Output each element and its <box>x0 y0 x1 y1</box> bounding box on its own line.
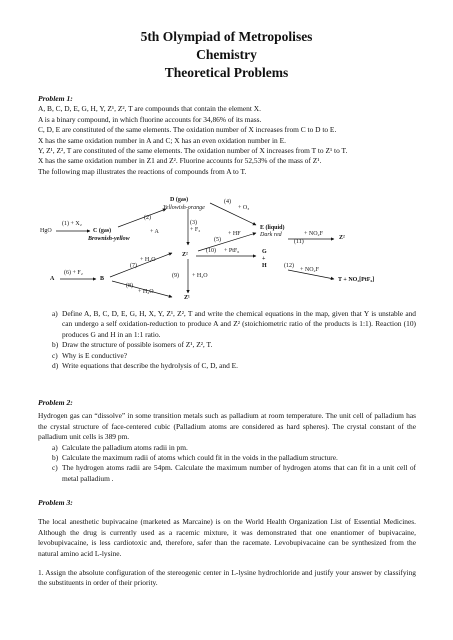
compound-e-description: Dark red <box>260 232 282 238</box>
compound-c: C (gas) <box>93 228 112 234</box>
compound-z2: Z² <box>182 252 188 258</box>
problem1-questions <box>38 309 416 371</box>
compound-h: H <box>262 263 267 269</box>
question-item <box>52 340 416 350</box>
reaction-10-label: (10) <box>206 248 216 254</box>
question-item <box>52 463 416 484</box>
reaction-4-label: (4) <box>224 199 231 205</box>
reaction-11-reagent: + NO₂F <box>304 231 323 237</box>
problem1-line: C, D, E are constituted of the same elements. The oxidation number of X increases from C to D to E. <box>38 125 337 135</box>
problem2-heading: Problem 2: <box>38 398 73 407</box>
question-item <box>52 453 416 463</box>
reaction-11-label: (11) <box>294 239 304 245</box>
problem1-line: A, B, C, D, E, G, H, Y, Z¹, Z², T are compounds that contain the element X. <box>38 104 261 114</box>
question-letter: a) <box>52 442 58 452</box>
question-letter: b) <box>52 453 59 463</box>
question-text: Calculate the maximum radii of atoms which could fit in the voids in the palladium structure. <box>62 453 338 463</box>
plus-sign: + <box>262 256 266 262</box>
reaction-3-label: (3) <box>190 220 197 226</box>
question-item <box>52 351 416 361</box>
problem2-paragraph: Hydrogen gas can “dissolve” in some transition metals such as palladium at room temperature. The unit cell of palladium has the crystal structure of face-centered cubic (Palladium atoms are considered as hard spheres). The crystal constant of the palladium unit cells is 389 pm. <box>38 411 416 442</box>
problem1-heading: Problem 1: <box>38 94 73 103</box>
reaction-10-reagent: + PtF₆ <box>224 248 240 254</box>
reaction-2-label: (2) <box>144 215 151 221</box>
compound-t-product: T + NO₂[PtF₆] <box>338 277 375 283</box>
question-letter: c) <box>52 463 58 473</box>
question-item <box>52 361 416 371</box>
question-text: The hydrogen atoms radii are 54pm. Calculate the maximum number of hydrogen atoms that can fit in a unit cell of metal palladium . <box>62 463 416 483</box>
olympiad-title: 5th Olympiad of Metropolises <box>140 29 313 44</box>
question-text: Calculate the palladium atoms radii in pm. <box>62 442 188 452</box>
reaction-7-reagent: + H₂O <box>140 257 156 263</box>
problem1-line: A is a binary compound, in which fluorine accounts for 34,86% of its mass. <box>38 114 262 124</box>
question-letter: a) <box>52 309 58 318</box>
section-title: Theoretical Problems <box>164 65 289 80</box>
reaction-8-reagent: + H₂O <box>138 289 154 295</box>
compound-g: G <box>262 249 267 255</box>
compound-hgo: HgO <box>40 228 52 234</box>
question-letter: b) <box>52 340 59 350</box>
reaction-1-label: (1) + X₂ <box>62 221 82 227</box>
question-letter: d) <box>52 361 59 371</box>
problem3-question-1: 1. Assign the absolute configuration of the stereogenic center in L-lysine hydrochloride and justify your answer by classifying the substituents in order of their priority. <box>38 568 416 588</box>
problem2-section <box>38 398 416 484</box>
reaction-2-reagent: + A <box>150 229 159 235</box>
reaction-6-label: (6) + F₂ <box>64 270 83 276</box>
compound-z2-product: Z² <box>339 235 345 241</box>
reaction-7-label: (7) <box>130 263 137 269</box>
compound-e: E (liquid) <box>260 225 285 231</box>
compound-a: A <box>50 276 55 282</box>
problem3-heading: Problem 3: <box>38 498 73 507</box>
problem3-paragraph: The local anesthetic bupivacaine (marketed as Marcaine) is on the World Health Organization List of Essential Medicines. Although the drug is currently used as a racemic mixture, it was demonstrated that one enantiomer of bupivacaine, levobupivacaine, is less cardiotoxic and, therefore, safer than the racemate. Levobupivacaine can be synthesized from the natural amino acid L-lysine. <box>38 517 416 558</box>
problem1-line: X has the same oxidation number in Z1 and Z². Fluorine accounts for 52,53% of the mass of Z¹. <box>38 156 322 166</box>
subject-title: Chemistry <box>196 47 257 62</box>
reaction-3-reagent: + F₂ <box>190 227 201 233</box>
question-text: Write equations that describe the hydrolysis of C, D, and E. <box>62 361 239 371</box>
question-item <box>52 309 416 340</box>
reaction-9-label: (9) <box>172 273 179 279</box>
question-item <box>52 443 416 453</box>
reaction-5-reagent: + HF <box>228 231 241 237</box>
problem3-section <box>38 498 416 589</box>
compound-d-description: Yellowish-orange <box>163 205 205 211</box>
compound-c-description: Brownish-yellow <box>88 236 130 242</box>
problem1-line: X has the same oxidation number in A and C; X has an even oxidation number in E. <box>38 135 286 145</box>
reaction-12-reagent: + NO₂F <box>300 267 319 273</box>
compound-b: B <box>100 276 105 282</box>
reaction-8-label: (8) <box>126 283 133 289</box>
question-text: Draw the structure of possible isomers of Z¹, Z², T. <box>62 340 213 350</box>
problem1-section <box>38 94 416 177</box>
compound-z1: Z¹ <box>184 295 190 301</box>
problem1-line: Y, Z¹, Z², T are constituted of the same elements. The oxidation number of X increases from T to Z¹ to T. <box>38 146 348 156</box>
question-letter: c) <box>52 350 58 360</box>
reaction-12-label: (12) <box>284 263 294 269</box>
reaction-map-diagram <box>38 195 418 307</box>
question-text: Define A, B, C, D, E, G, H, X, Y, Z¹, Z², T and write the chemical equations in the map, given that Y is unstable and can undergo a self oxidation-reduction to produce A and Z² (stoichiometric ratio of the products is 1:1). Reaction (10) produces G and H in an 1:1 ratio. <box>62 309 416 339</box>
reaction-9-reagent: + H₂O <box>192 273 208 279</box>
reaction-4-reagent: + O₃ <box>238 205 250 211</box>
question-text: Why is E conductive? <box>62 350 128 360</box>
compound-d: D (gas) <box>170 197 189 203</box>
reaction-5-label: (5) <box>214 237 221 243</box>
problem1-line: The following map illustrates the reactions of compounds from A to T. <box>38 166 247 176</box>
arrow-2 <box>118 209 166 227</box>
